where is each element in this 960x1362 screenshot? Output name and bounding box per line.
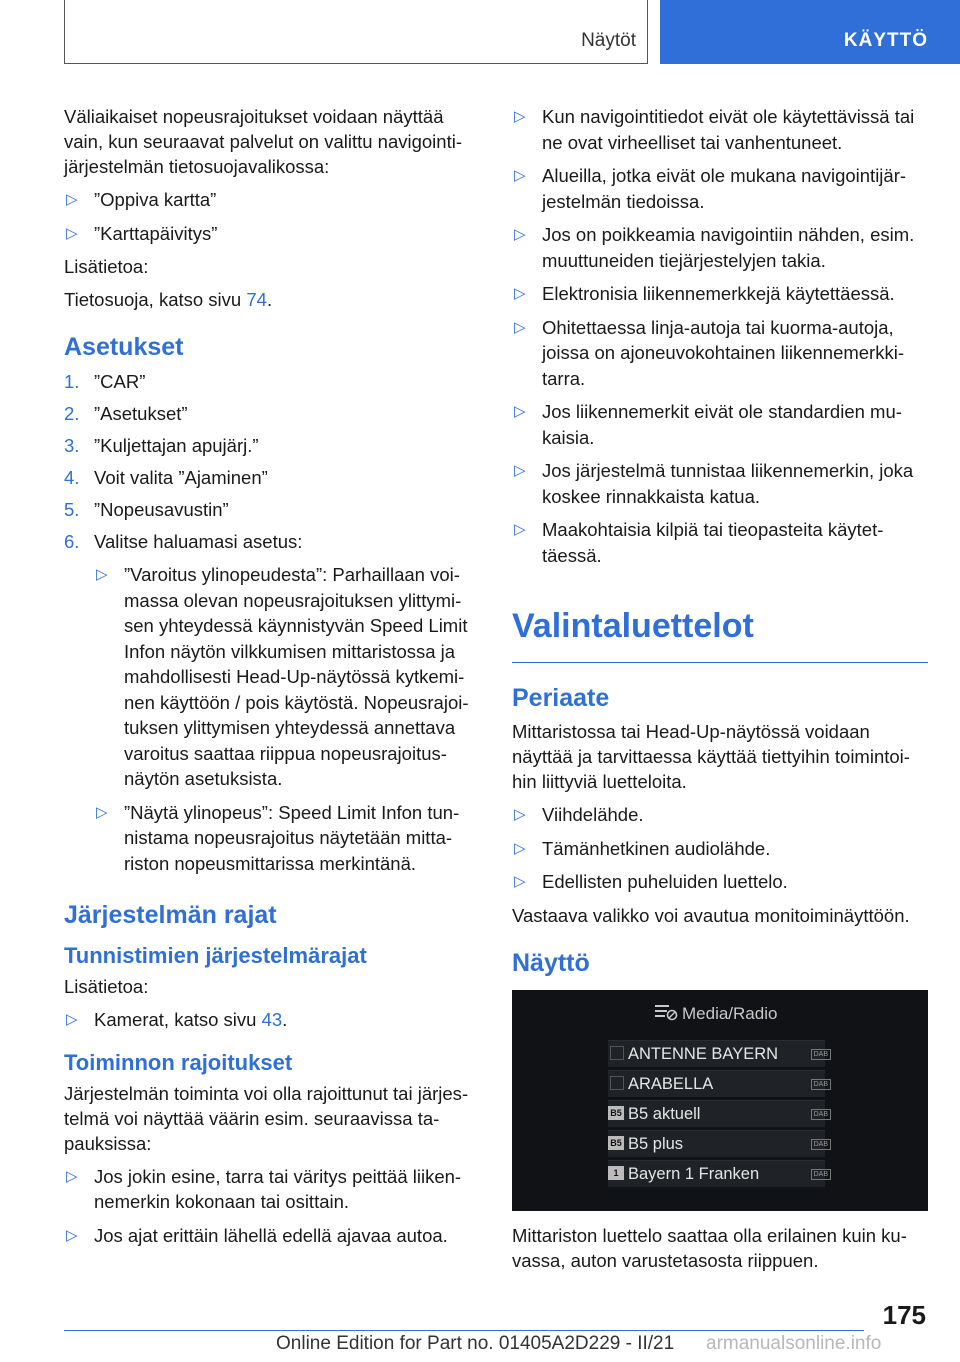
triangle-bullet-icon: ▷ bbox=[514, 318, 526, 336]
triangle-bullet-icon: ▷ bbox=[514, 873, 526, 890]
page-link-43[interactable]: 43 bbox=[261, 1009, 283, 1030]
triangle-bullet-icon: ▷ bbox=[514, 167, 526, 184]
list-item: ▷ Viihdelähde. bbox=[512, 802, 928, 828]
triangle-bullet-icon: ▷ bbox=[66, 1167, 78, 1185]
heading-sensor-limits: Tunnistimien järjestelmärajat bbox=[64, 943, 367, 968]
right-column bbox=[512, 104, 928, 1273]
heading-settings: Asetukset bbox=[64, 333, 184, 361]
list-item: ▷ Jos jokin esine, tarra tai väritys peittää liikennemerkin kokonaan tai osittain. bbox=[66, 1165, 462, 1212]
function-text: Järjestelmän toiminta voi olla rajoittunut tai järjestelmä voi näyttää väärin esim. seuraavissa tapauksissa: bbox=[64, 1082, 469, 1154]
station-list bbox=[608, 1040, 828, 1190]
triangle-bullet-icon: ▷ bbox=[66, 1226, 78, 1244]
triangle-bullet-icon: ▷ bbox=[514, 521, 526, 538]
heading-display: Näyttö bbox=[512, 948, 590, 977]
station-row[interactable]: ARABELLA DAB bbox=[608, 1070, 825, 1097]
menu-text: Vastaava valikko voi avautua monitoiminäyttöön. bbox=[512, 904, 910, 926]
more-info-label: Lisätietoa: bbox=[64, 976, 149, 997]
edition-text: Online Edition for Part no. 01405A2D229 - II/21 bbox=[276, 1333, 675, 1354]
triangle-bullet-icon: ▷ bbox=[514, 285, 526, 302]
dab-badge: DAB bbox=[811, 1109, 831, 1120]
footer-divider bbox=[64, 1330, 864, 1331]
header-frame bbox=[64, 0, 648, 64]
dab-badge: DAB bbox=[811, 1079, 831, 1090]
step-item: 1 . ”CAR” bbox=[64, 369, 480, 394]
triangle-bullet-icon: ▷ bbox=[514, 806, 526, 823]
list-item: ▷ Kamerat, katso sivu 43. bbox=[64, 1007, 480, 1033]
list-item: ▷ Edellisten puheluiden luettelo. bbox=[512, 869, 928, 895]
intro-text: Väliaikaiset nopeusrajoitukset voidaan näyttää vain, kun seuraavat palvelut on valittu navigointijärjestelmän tietosuojavalikossa: bbox=[64, 106, 462, 177]
figure-caption: Mittariston luettelo saattaa olla erilainen kuin kuvassa, auton varustetasosta riippuen. bbox=[512, 1224, 907, 1271]
list-item: ▷ Maakohtaisia kilpiä tai tieopasteita käytettäessä. bbox=[514, 519, 884, 566]
station-row[interactable]: 1 Bayern 1 Franken DAB bbox=[608, 1160, 825, 1187]
triangle-bullet-icon: ▷ bbox=[96, 566, 108, 583]
instrument-cluster-screenshot bbox=[512, 990, 928, 1211]
heading-system-limits: Järjestelmän rajat bbox=[64, 901, 277, 929]
list-item: ▷ ”Varoitus ylinopeudesta”: Parhaillaan voimassa olevan nopeusrajoituksen ylittymisen yhteydessä käynnistyvän Speed Limit Infon näytön vilkkumisen mittaristossa ja mahdollisesti Head-Up-näytössä kytkeminen käyttöön / pois käytöstä. Nopeusrajoituksen ylittymisen yhteydessä annettava varoitus saattaa riippua nopeusrajoitusnäytön asetuksista. bbox=[96, 564, 469, 789]
list-item: ▷ ”Näytä ylinopeus”: Speed Limit Infon tunnistama nopeusrajoitus näytetään mittariston nopeusmittarissa merkintänä. bbox=[96, 801, 460, 874]
privacy-reference: Tietosuoja, katso sivu 74. bbox=[64, 289, 273, 310]
heading-function-limits: Toiminnon rajoitukset bbox=[64, 1049, 293, 1075]
triangle-bullet-icon: ▷ bbox=[514, 462, 526, 479]
station-row[interactable]: ANTENNE BAYERN DAB bbox=[608, 1040, 825, 1067]
watermark: armanualsonline.info bbox=[706, 1333, 882, 1354]
list-item: ▷ Jos järjestelmä tunnistaa liikennemerkin, joka koskee rinnakkaista katua. bbox=[514, 460, 914, 507]
list-item: ▷ Alueilla, jotka eivät ole mukana navigointijärjestelmän tiedoissa. bbox=[514, 165, 907, 212]
list-item: ▷ Kun navigointitiedot eivät ole käytettävissä tai ne ovat virheelliset tai vanhentuneet. bbox=[514, 106, 915, 153]
station-logo-icon: B5 bbox=[608, 1106, 624, 1120]
checkbox-icon bbox=[610, 1076, 624, 1090]
checkbox-icon bbox=[610, 1046, 624, 1060]
dab-badge: DAB bbox=[811, 1169, 831, 1180]
list-item: ▷ Jos liikennemerkit eivät ole standardien mukaisia. bbox=[514, 401, 902, 448]
dab-badge: DAB bbox=[811, 1049, 831, 1060]
triangle-bullet-icon: ▷ bbox=[66, 191, 78, 208]
station-logo-icon: B5 bbox=[608, 1136, 624, 1150]
principle-text: Mittaristossa tai Head-Up-näytössä voidaan näyttää ja tarvittaessa käyttää tiettyihin toimintoihin liittyviä luetteloita. bbox=[512, 721, 910, 792]
list-item: ▷ Jos ajat erittäin lähellä edellä ajavaa autoa. bbox=[64, 1223, 480, 1249]
chapter-label: KÄYTTÖ bbox=[843, 30, 928, 51]
screen-title: Media/Radio bbox=[682, 1003, 778, 1023]
section-title: Näytöt bbox=[581, 30, 636, 51]
left-column bbox=[64, 104, 480, 1248]
step-item: 5 . ”Nopeusavustin” bbox=[64, 497, 480, 522]
list-item: ▷ Jos on poikkeamia navigointiin nähden, esim. muuttuneiden tiejärjestelyjen takia. bbox=[514, 224, 915, 271]
step-item: 4 . Voit valita ”Ajaminen” bbox=[64, 465, 480, 490]
station-logo-icon: 1 bbox=[608, 1166, 624, 1180]
chapter-tab[interactable] bbox=[660, 0, 960, 64]
media-radio-icon bbox=[654, 1002, 678, 1022]
station-row[interactable]: B5 B5 plus DAB bbox=[608, 1130, 825, 1157]
triangle-bullet-icon: ▷ bbox=[514, 226, 526, 243]
triangle-bullet-icon: ▷ bbox=[66, 224, 78, 242]
triangle-bullet-icon: ▷ bbox=[514, 403, 526, 420]
heading-principle: Periaate bbox=[512, 684, 610, 712]
list-item: ▷ ”Karttapäivitys” bbox=[64, 221, 480, 247]
page-number: 175 bbox=[882, 1300, 926, 1330]
step-item: 6 . Valitse haluamasi asetus: bbox=[64, 529, 480, 554]
triangle-bullet-icon: ▷ bbox=[514, 108, 526, 125]
heading-selection-lists: Valintaluettelot bbox=[512, 604, 928, 663]
dab-badge: DAB bbox=[811, 1139, 831, 1150]
triangle-bullet-icon: ▷ bbox=[96, 803, 108, 821]
triangle-bullet-icon: ▷ bbox=[514, 839, 526, 857]
list-item: ▷ Ohitettaessa linja-autoja tai kuorma-autoja, joissa on ajoneuvokohtainen liikennemerkkitarra. bbox=[514, 316, 904, 389]
step-item: 3 . ”Kuljettajan apujärj.” bbox=[64, 433, 480, 458]
step-item: 2 . ”Asetukset” bbox=[64, 401, 480, 426]
page-link-74[interactable]: 74 bbox=[246, 289, 267, 310]
station-row[interactable]: B5 B5 aktuell DAB bbox=[608, 1100, 825, 1127]
list-item: ▷ Tämänhetkinen audiolähde. bbox=[512, 836, 928, 862]
list-item: ▷ ”Oppiva kartta” bbox=[64, 187, 480, 213]
list-item: ▷ Elektronisia liikennemerkkejä käytettäessä. bbox=[512, 281, 928, 307]
triangle-bullet-icon: ▷ bbox=[66, 1011, 78, 1028]
more-info-label: Lisätietoa: bbox=[64, 256, 149, 277]
